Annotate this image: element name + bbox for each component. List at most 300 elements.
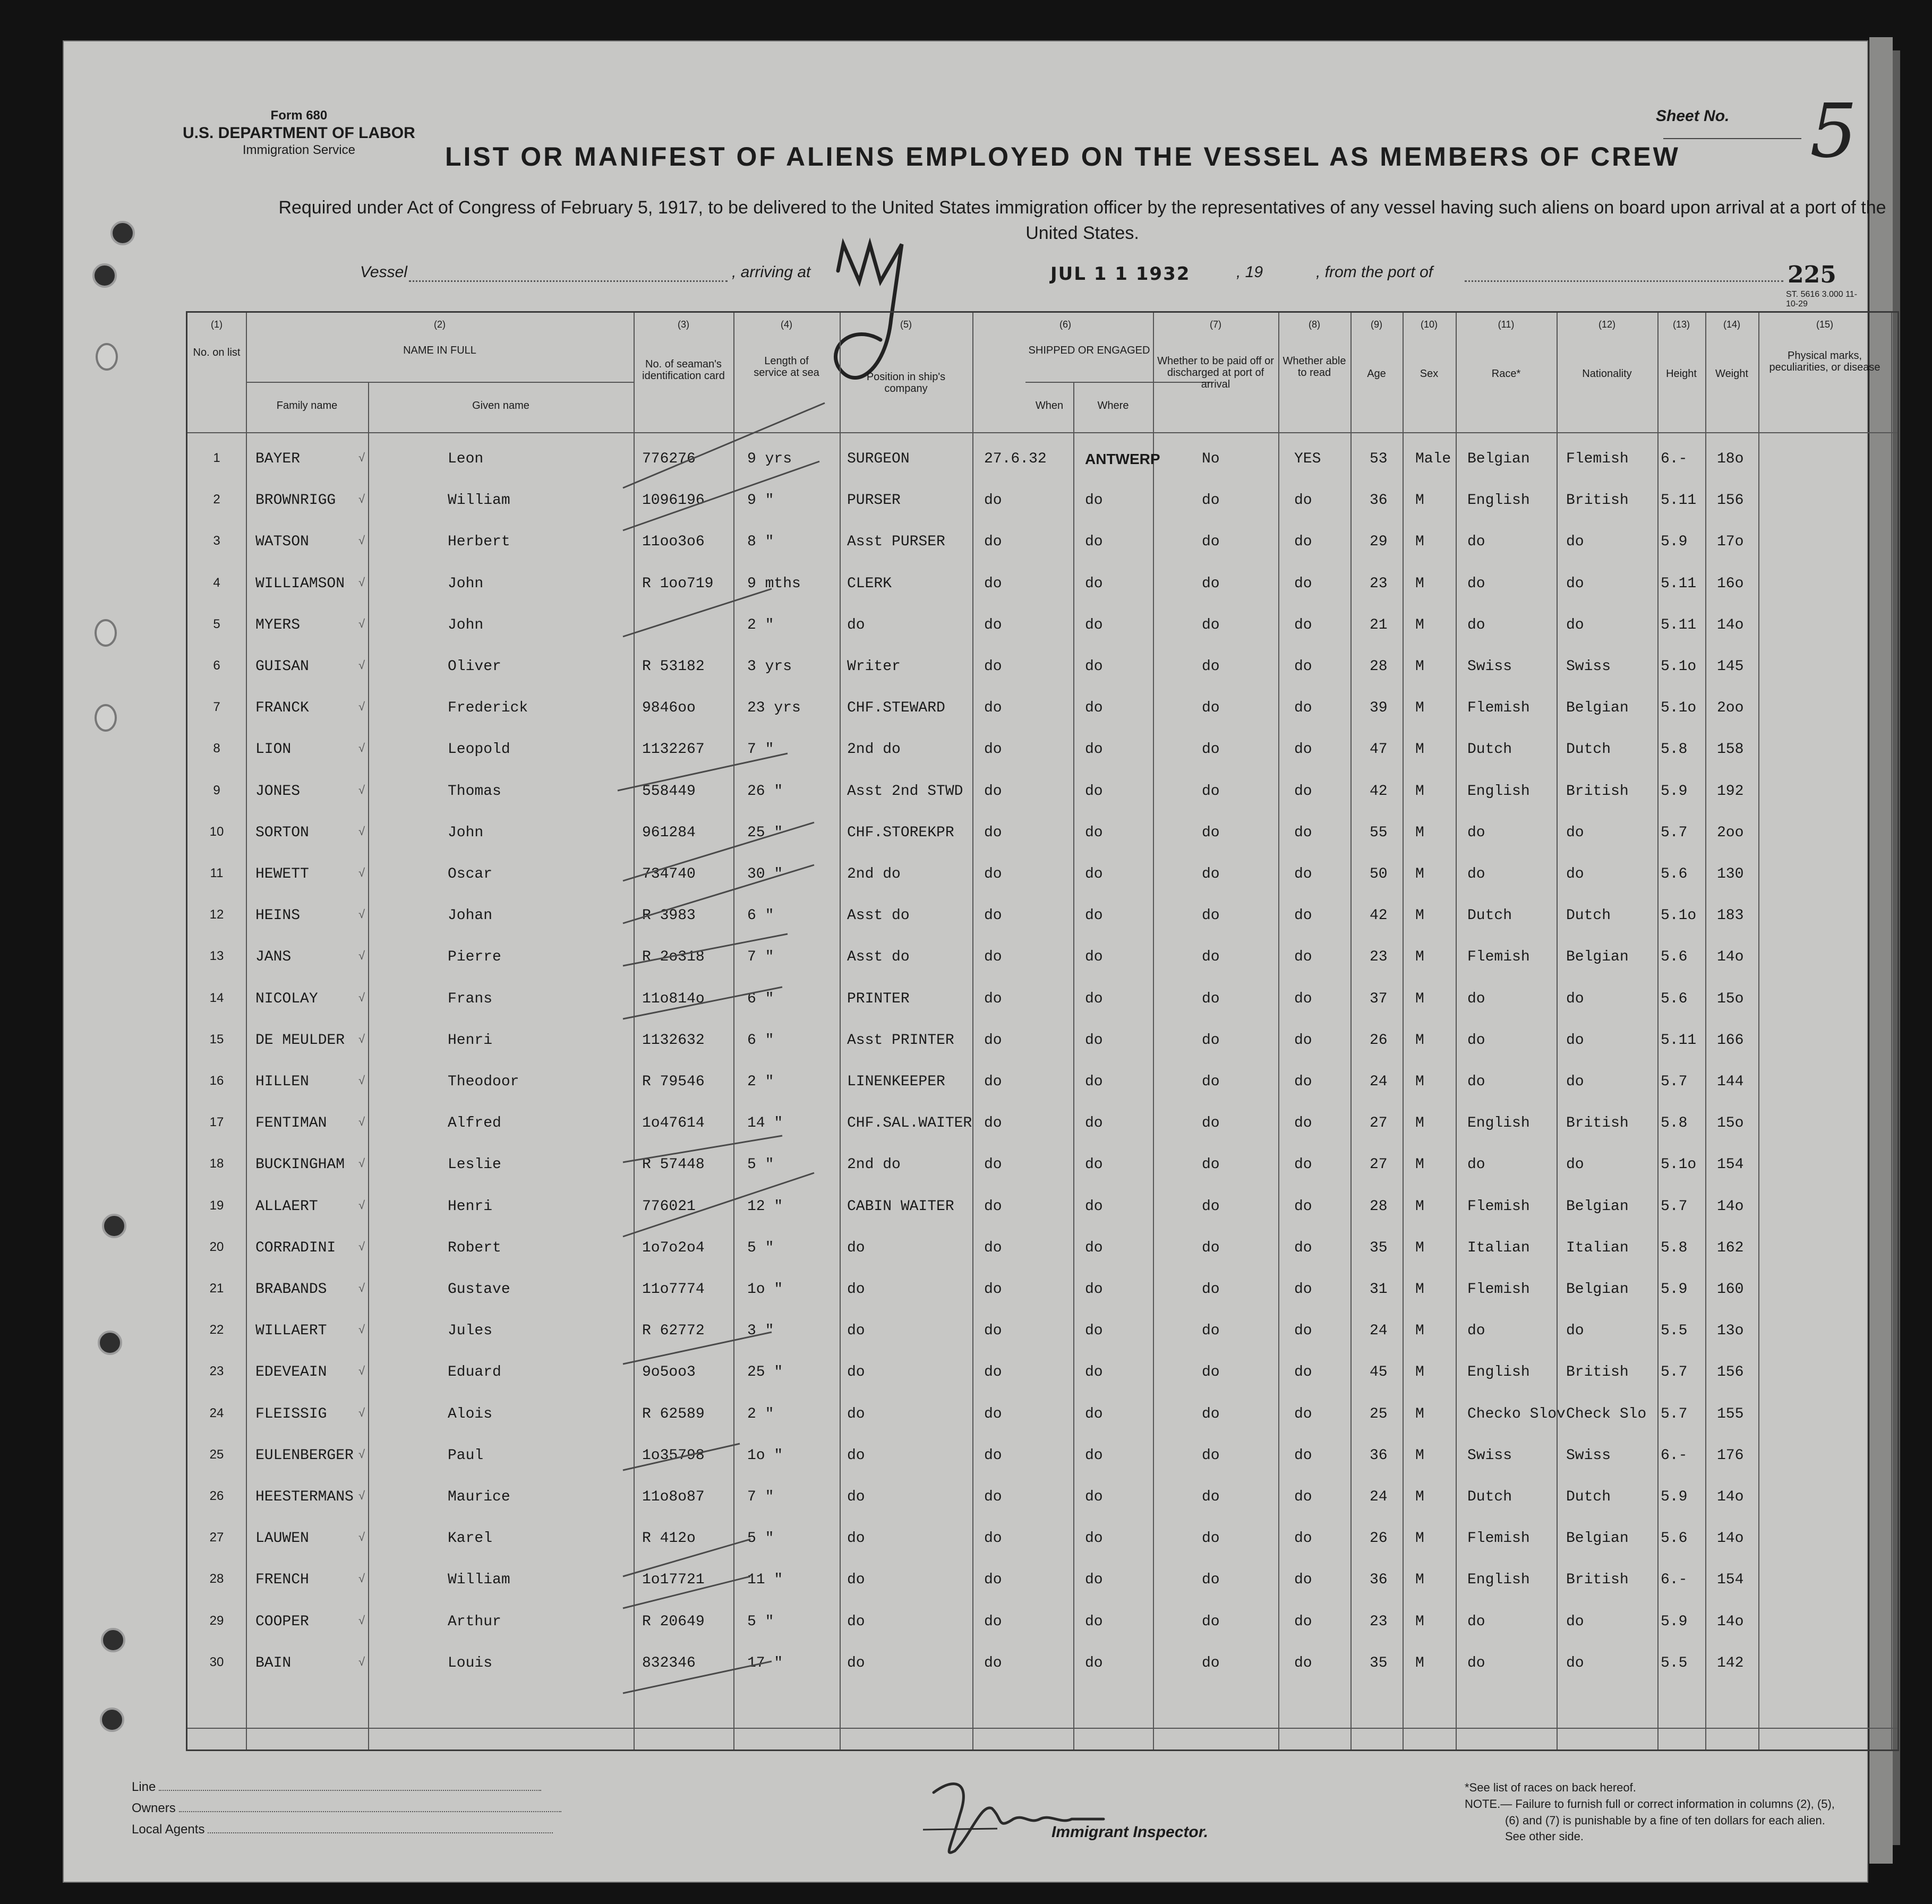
family-name: FENTIMAN	[255, 1115, 327, 1132]
row-number: 7	[213, 700, 220, 715]
shipped-where: do	[1085, 1405, 1103, 1422]
row-number: 10	[209, 824, 224, 839]
col-num-9: (9)	[1371, 319, 1382, 330]
service-length: 5 "	[747, 1239, 774, 1256]
col-head-when: When	[1035, 400, 1064, 411]
binder-hole	[92, 263, 117, 288]
col-head-family: Family name	[276, 400, 338, 411]
able-to-read: do	[1294, 1530, 1312, 1547]
sex: M	[1415, 990, 1424, 1007]
nationality: Flemish	[1566, 451, 1629, 467]
check-tick-mark: √	[358, 575, 365, 589]
height: 5.9	[1661, 783, 1688, 800]
age: 28	[1370, 1198, 1388, 1215]
col-num-8: (8)	[1309, 319, 1320, 330]
owners-field	[132, 1801, 561, 1816]
department: U.S. DEPARTMENT OF LABOR	[183, 124, 415, 142]
able-to-read: do	[1294, 1239, 1312, 1256]
given-name: Oscar	[448, 866, 493, 882]
card-number: R 57448	[642, 1156, 705, 1173]
family-name: HEESTERMANS	[255, 1489, 354, 1505]
service-length: 23 yrs	[747, 700, 801, 717]
paid-off: do	[1202, 907, 1220, 924]
service-length: 30 "	[747, 866, 783, 882]
check-tick-mark: √	[358, 990, 365, 1004]
shipped-where: do	[1085, 1156, 1103, 1173]
binder-hole	[102, 1214, 126, 1238]
col-head-weight: Weight	[1715, 368, 1748, 380]
weight: 15o	[1717, 1115, 1744, 1132]
position: do	[847, 1405, 865, 1422]
card-number: R 53182	[642, 658, 705, 675]
col-num-7: (7)	[1210, 319, 1221, 330]
paid-off: do	[1202, 949, 1220, 966]
weight: 176	[1717, 1447, 1744, 1464]
binder-hole	[100, 1708, 124, 1732]
age: 31	[1370, 1281, 1388, 1298]
given-name: Jules	[448, 1323, 493, 1340]
age: 45	[1370, 1364, 1388, 1381]
height: 5.5	[1661, 1654, 1688, 1671]
sex: M	[1415, 575, 1424, 592]
shipped-where: do	[1085, 534, 1103, 551]
nationality: do	[1566, 1654, 1584, 1671]
weight: 130	[1717, 866, 1744, 882]
col-num-11: (11)	[1498, 319, 1515, 330]
nationality: British	[1566, 1115, 1629, 1132]
able-to-read: do	[1294, 616, 1312, 633]
sex: M	[1415, 1654, 1424, 1671]
card-number: R 412o	[642, 1530, 696, 1547]
shipped-when: do	[984, 949, 1002, 966]
col-num-1: (1)	[211, 319, 223, 330]
nationality: British	[1566, 492, 1629, 509]
race: Flemish	[1467, 700, 1530, 717]
able-to-read: YES	[1294, 451, 1321, 467]
nationality: British	[1566, 783, 1629, 800]
card-number: R 20649	[642, 1613, 705, 1630]
age: 27	[1370, 1115, 1388, 1132]
able-to-read: do	[1294, 1156, 1312, 1173]
position: LINENKEEPER	[847, 1074, 945, 1090]
age: 53	[1370, 451, 1388, 467]
position: do	[847, 1239, 865, 1256]
family-name: DE MEULDER	[255, 1032, 345, 1049]
shipped-where: do	[1085, 824, 1103, 841]
row-number: 24	[209, 1405, 224, 1420]
sex: M	[1415, 1239, 1424, 1256]
weight: 166	[1717, 1032, 1744, 1049]
check-tick-mark: √	[358, 1323, 365, 1336]
col-num-10: (10)	[1420, 319, 1438, 330]
service-length: 2 "	[747, 616, 774, 633]
shipped-where: do	[1085, 1074, 1103, 1090]
sex: M	[1415, 1489, 1424, 1505]
service-length: 14 "	[747, 1115, 783, 1132]
paid-off: do	[1202, 1489, 1220, 1505]
position: do	[847, 1572, 865, 1589]
family-name: HILLEN	[255, 1074, 309, 1090]
check-tick-mark: √	[358, 1654, 365, 1668]
shipped-where: do	[1085, 1198, 1103, 1215]
given-name: William	[448, 492, 510, 509]
weight: 154	[1717, 1156, 1744, 1173]
row-number: 18	[209, 1156, 224, 1171]
card-number: R 62772	[642, 1323, 705, 1340]
check-tick-mark: √	[358, 1156, 365, 1170]
col-head-service: Length of service at sea	[754, 355, 819, 379]
shipped-when: do	[984, 1405, 1002, 1422]
position: do	[847, 1530, 865, 1547]
card-number: 734740	[642, 866, 696, 882]
height: 6.-	[1661, 451, 1688, 467]
row-number: 6	[213, 658, 220, 673]
card-number: R 1oo719	[642, 575, 714, 592]
able-to-read: do	[1294, 1654, 1312, 1671]
year-prefix: , 19	[1236, 263, 1263, 281]
manifest-sheet	[63, 40, 1886, 1883]
shipped-where: do	[1085, 658, 1103, 675]
family-name: LAUWEN	[255, 1530, 309, 1547]
family-name: HEINS	[255, 907, 301, 924]
shipped-when: do	[984, 700, 1002, 717]
shipped-where: do	[1085, 1654, 1103, 1671]
nationality: do	[1566, 866, 1584, 882]
owners-label: Owners	[132, 1801, 176, 1815]
check-tick-mark: √	[358, 1405, 365, 1419]
race: do	[1467, 990, 1485, 1007]
position: do	[847, 1364, 865, 1381]
position: PURSER	[847, 492, 901, 509]
position: Asst PURSER	[847, 534, 945, 551]
height: 5.9	[1661, 1489, 1688, 1505]
able-to-read: do	[1294, 658, 1312, 675]
nationality: Belgian	[1566, 700, 1629, 717]
shipped-when: do	[984, 1032, 1002, 1049]
check-tick-mark: √	[358, 1032, 365, 1045]
weight: 14o	[1717, 616, 1744, 633]
card-number: 11oo3o6	[642, 534, 705, 551]
shipped-when: do	[984, 1156, 1002, 1173]
nationality: British	[1566, 1572, 1629, 1589]
service: Immigration Service	[242, 142, 355, 157]
age: 26	[1370, 1530, 1388, 1547]
nationality: British	[1566, 1364, 1629, 1381]
able-to-read: do	[1294, 1032, 1312, 1049]
family-name: WILLAERT	[255, 1323, 327, 1340]
age: 24	[1370, 1074, 1388, 1090]
position: PRINTER	[847, 990, 910, 1007]
binder-hole	[110, 221, 135, 245]
age: 23	[1370, 949, 1388, 966]
shipped-where: do	[1085, 1489, 1103, 1505]
check-tick-mark: √	[358, 1572, 365, 1585]
able-to-read: do	[1294, 741, 1312, 758]
position: 2nd do	[847, 741, 901, 758]
shipped-when: do	[984, 1364, 1002, 1381]
row-number: 14	[209, 990, 224, 1005]
position: do	[847, 1323, 865, 1340]
card-number: 1o7o2o4	[642, 1239, 705, 1256]
check-tick-mark: √	[358, 700, 365, 714]
sex: M	[1415, 866, 1424, 882]
race: do	[1467, 1074, 1485, 1090]
shipped-when: do	[984, 783, 1002, 800]
row-number: 16	[209, 1074, 224, 1088]
height: 6.-	[1661, 1572, 1688, 1589]
card-number: 1132267	[642, 741, 705, 758]
age: 37	[1370, 990, 1388, 1007]
nationality: Swiss	[1566, 658, 1611, 675]
weight: 14o	[1717, 1198, 1744, 1215]
race: Checko Slov	[1467, 1405, 1566, 1422]
able-to-read: do	[1294, 1613, 1312, 1630]
able-to-read: do	[1294, 824, 1312, 841]
note-line-3: See other side.	[1505, 1830, 1584, 1843]
shipped-when: do	[984, 1239, 1002, 1256]
nationality: Italian	[1566, 1239, 1629, 1256]
card-number: 1096196	[642, 492, 705, 509]
weight: 16o	[1717, 575, 1744, 592]
card-number: 11o7774	[642, 1281, 705, 1298]
position: 2nd do	[847, 866, 901, 882]
weight: 144	[1717, 1074, 1744, 1090]
race: English	[1467, 783, 1530, 800]
sex: M	[1415, 949, 1424, 966]
col-head-read: Whether able to read	[1283, 355, 1346, 379]
age: 24	[1370, 1489, 1388, 1505]
arriving-label: , arriving at	[732, 263, 811, 281]
race: do	[1467, 534, 1485, 551]
sex: M	[1415, 1405, 1424, 1422]
given-name: Paul	[448, 1447, 484, 1464]
weight: 158	[1717, 741, 1744, 758]
card-number: R 62589	[642, 1405, 705, 1422]
sex: M	[1415, 1364, 1424, 1381]
weight: 155	[1717, 1405, 1744, 1422]
given-name: Leon	[448, 451, 484, 467]
family-name: GUISAN	[255, 658, 309, 675]
height: 5.8	[1661, 1239, 1688, 1256]
nationality: do	[1566, 1613, 1584, 1630]
form-notes	[1465, 1780, 1835, 1845]
col-head-physical: Physical marks, peculiarities, or disease	[1769, 350, 1880, 373]
sex: M	[1415, 1156, 1424, 1173]
sex: M	[1415, 700, 1424, 717]
check-tick-mark: √	[358, 949, 365, 963]
given-name: Theodoor	[448, 1074, 519, 1090]
nationality: do	[1566, 990, 1584, 1007]
shipped-when: do	[984, 990, 1002, 1007]
nationality: Belgian	[1566, 1530, 1629, 1547]
position: CHF.SAL.WAITER	[847, 1115, 972, 1132]
family-name: LION	[255, 741, 292, 758]
given-name: William	[448, 1572, 510, 1589]
check-tick-mark: √	[358, 534, 365, 547]
check-tick-mark: √	[358, 616, 365, 630]
row-number: 22	[209, 1323, 224, 1337]
weight: 142	[1717, 1654, 1744, 1671]
able-to-read: do	[1294, 575, 1312, 592]
check-tick-mark: √	[358, 1074, 365, 1087]
height: 6.-	[1661, 1447, 1688, 1464]
position: do	[847, 1654, 865, 1671]
family-name: BAIN	[255, 1654, 292, 1671]
sex: M	[1415, 492, 1424, 509]
row-number: 1	[213, 451, 220, 465]
service-length: 12 "	[747, 1198, 783, 1215]
col-head-nationality: Nationality	[1582, 368, 1632, 380]
shipped-when: do	[984, 866, 1002, 882]
race: Flemish	[1467, 949, 1530, 966]
height: 5.11	[1661, 616, 1697, 633]
check-tick-mark: √	[358, 1364, 365, 1378]
position: Asst do	[847, 907, 910, 924]
nationality: Dutch	[1566, 1489, 1611, 1505]
weight: 14o	[1717, 1489, 1744, 1505]
family-name: WILLIAMSON	[255, 575, 345, 592]
age: 24	[1370, 1323, 1388, 1340]
check-tick-mark: √	[358, 824, 365, 838]
given-name: John	[448, 575, 484, 592]
height: 5.6	[1661, 990, 1688, 1007]
sex: M	[1415, 741, 1424, 758]
race: English	[1467, 1115, 1530, 1132]
paid-off: do	[1202, 1198, 1220, 1215]
card-number: 776276	[642, 451, 696, 467]
height: 5.7	[1661, 824, 1688, 841]
shipped-when: do	[984, 575, 1002, 592]
crew-table	[186, 311, 1899, 1751]
height: 5.7	[1661, 1405, 1688, 1422]
height: 5.7	[1661, 1364, 1688, 1381]
sex: M	[1415, 824, 1424, 841]
row-number: 29	[209, 1613, 224, 1628]
race: Dutch	[1467, 741, 1512, 758]
sex: M	[1415, 658, 1424, 675]
service-length: 5 "	[747, 1613, 774, 1630]
weight: 14o	[1717, 1613, 1744, 1630]
note-line-1: NOTE.— Failure to furnish full or correct information in columns (2), (5),	[1465, 1797, 1835, 1811]
paid-off: do	[1202, 1613, 1220, 1630]
row-number: 28	[209, 1572, 224, 1586]
weight: 14o	[1717, 949, 1744, 966]
shipped-when: do	[984, 1654, 1002, 1671]
able-to-read: do	[1294, 1572, 1312, 1589]
shipped-when: do	[984, 1074, 1002, 1090]
service-length: 6 "	[747, 1032, 774, 1049]
weight: 15o	[1717, 990, 1744, 1007]
age: 39	[1370, 700, 1388, 717]
check-tick-mark: √	[358, 1115, 365, 1129]
height: 5.9	[1661, 1613, 1688, 1630]
age: 36	[1370, 1447, 1388, 1464]
shipped-where: do	[1085, 907, 1103, 924]
row-number: 27	[209, 1530, 224, 1545]
paid-off: do	[1202, 1281, 1220, 1298]
race: do	[1467, 1032, 1485, 1049]
shipped-where: do	[1085, 1364, 1103, 1381]
service-length: 26 "	[747, 783, 783, 800]
paid-off: do	[1202, 1115, 1220, 1132]
col-head-position: Position in ship's company	[866, 371, 946, 394]
age: 47	[1370, 741, 1388, 758]
able-to-read: do	[1294, 866, 1312, 882]
card-number: 832346	[642, 1654, 696, 1671]
sheet-label: Sheet No.	[1656, 107, 1730, 125]
height: 5.5	[1661, 1323, 1688, 1340]
paid-off: do	[1202, 700, 1220, 717]
weight: 145	[1717, 658, 1744, 675]
service-length: 3 "	[747, 1323, 774, 1340]
row-number: 17	[209, 1115, 224, 1130]
check-tick-mark: √	[358, 1530, 365, 1544]
given-name: Leopold	[448, 741, 510, 758]
able-to-read: do	[1294, 1115, 1312, 1132]
family-name: BRABANDS	[255, 1281, 327, 1298]
card-number: R 2o318	[642, 949, 705, 966]
age: 42	[1370, 907, 1388, 924]
able-to-read: do	[1294, 700, 1312, 717]
from-port-label: , from the port of	[1316, 263, 1433, 281]
able-to-read: do	[1294, 990, 1312, 1007]
position: CHF.STOREKPR	[847, 824, 954, 841]
weight: 192	[1717, 783, 1744, 800]
shipped-when: do	[984, 824, 1002, 841]
height: 5.6	[1661, 1530, 1688, 1547]
weight: 2oo	[1717, 824, 1744, 841]
race: do	[1467, 824, 1485, 841]
paid-off: do	[1202, 1323, 1220, 1340]
height: 5.8	[1661, 741, 1688, 758]
race: Swiss	[1467, 1447, 1512, 1464]
position: CHF.STEWARD	[847, 700, 945, 717]
shipped-where: do	[1085, 1447, 1103, 1464]
shipped-where: do	[1085, 741, 1103, 758]
sex: M	[1415, 616, 1424, 633]
binder-hole	[95, 704, 117, 732]
nationality: Dutch	[1566, 907, 1611, 924]
shipped-when: do	[984, 1489, 1002, 1505]
sex: M	[1415, 1115, 1424, 1132]
sex: M	[1415, 1198, 1424, 1215]
family-name: EULENBERGER	[255, 1447, 354, 1464]
shipped-where: do	[1085, 1115, 1103, 1132]
sex: M	[1415, 1530, 1424, 1547]
able-to-read: do	[1294, 1198, 1312, 1215]
col-head-height: Height	[1666, 368, 1697, 380]
shipped-when: do	[984, 534, 1002, 551]
given-name: Oliver	[448, 658, 501, 675]
shipped-where: do	[1085, 990, 1103, 1007]
age: 35	[1370, 1239, 1388, 1256]
row-number: 12	[209, 907, 224, 922]
service-length: 17 "	[747, 1654, 783, 1671]
serial-number: 225	[1788, 261, 1836, 288]
card-number: 9o5oo3	[642, 1364, 696, 1381]
col-num-2: (2)	[434, 319, 446, 330]
nationality: do	[1566, 616, 1584, 633]
service-length: 7 "	[747, 741, 774, 758]
paid-off: do	[1202, 1405, 1220, 1422]
paid-off: do	[1202, 492, 1220, 509]
family-name: BUCKINGHAM	[255, 1156, 345, 1173]
agents-label: Local Agents	[132, 1822, 205, 1837]
race: Flemish	[1467, 1530, 1530, 1547]
service-length: 5 "	[747, 1530, 774, 1547]
position: 2nd do	[847, 1156, 901, 1173]
age: 25	[1370, 1405, 1388, 1422]
